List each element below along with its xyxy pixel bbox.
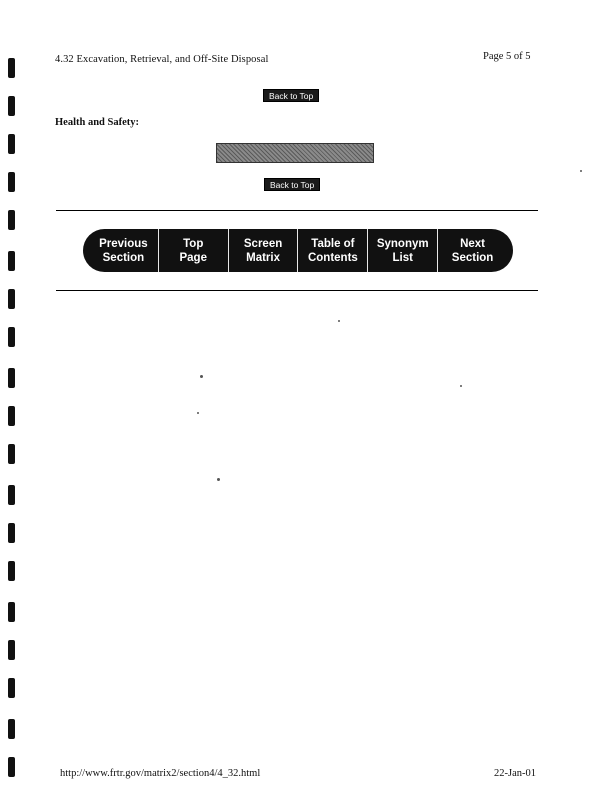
- binder-hole: [8, 640, 15, 660]
- binder-hole: [8, 602, 15, 622]
- binder-hole: [8, 561, 15, 581]
- previous-section-button[interactable]: [89, 229, 159, 272]
- nav-label-line2: Section: [451, 251, 494, 264]
- nav-label-line1: Table of: [311, 237, 355, 250]
- scan-speck: [200, 375, 203, 378]
- scan-speck: [580, 170, 582, 172]
- nav-label-line2: Section: [102, 251, 145, 264]
- next-section-button[interactable]: [438, 229, 507, 272]
- section-heading: Health and Safety:: [55, 117, 139, 128]
- nav-label-line1: Synonym: [376, 237, 429, 250]
- image-placeholder: [216, 143, 374, 163]
- top-page-button[interactable]: [159, 229, 229, 272]
- binder-hole: [8, 485, 15, 505]
- divider-top: [56, 210, 538, 211]
- scan-speck: [217, 478, 220, 481]
- screen-matrix-button[interactable]: [229, 229, 299, 272]
- binder-hole: [8, 172, 15, 192]
- binder-hole: [8, 58, 15, 78]
- binder-hole: [8, 757, 15, 777]
- binder-hole: [8, 210, 15, 230]
- nav-label-line2: List: [392, 251, 413, 264]
- navigation-bar: [83, 229, 513, 272]
- page-number: Page 5 of 5: [483, 51, 531, 62]
- nav-label-line1: Previous: [99, 237, 148, 250]
- scan-speck: [197, 412, 199, 414]
- binder-hole: [8, 368, 15, 388]
- nav-label-line1: Next: [460, 237, 486, 250]
- footer-date: 22-Jan-01: [494, 768, 536, 779]
- table-of-contents-button[interactable]: [298, 229, 368, 272]
- scan-speck: [338, 320, 340, 322]
- page-title: 4.32 Excavation, Retrieval, and Off-Site Disposal: [55, 54, 269, 65]
- nav-label-line2: Matrix: [246, 251, 280, 264]
- binder-hole: [8, 251, 15, 271]
- binder-hole: [8, 444, 15, 464]
- binder-hole: [8, 134, 15, 154]
- binder-hole: [8, 96, 15, 116]
- scan-speck: [460, 385, 462, 387]
- binder-hole: [8, 327, 15, 347]
- nav-label-line1: Top: [183, 237, 204, 250]
- back-to-top-button-2[interactable]: Back to Top: [264, 178, 320, 191]
- back-to-top-button[interactable]: Back to Top: [263, 89, 319, 102]
- binder-hole: [8, 523, 15, 543]
- binder-hole: [8, 678, 15, 698]
- synonym-list-button[interactable]: [368, 229, 438, 272]
- footer-url: http://www.frtr.gov/matrix2/section4/4_32.html: [60, 768, 261, 779]
- nav-label-line2: Contents: [307, 251, 358, 264]
- nav-label-line1: Screen: [243, 237, 283, 250]
- binder-hole: [8, 406, 15, 426]
- divider-bottom: [56, 290, 538, 291]
- binder-hole: [8, 289, 15, 309]
- binder-hole: [8, 719, 15, 739]
- nav-label-line2: Page: [179, 251, 207, 264]
